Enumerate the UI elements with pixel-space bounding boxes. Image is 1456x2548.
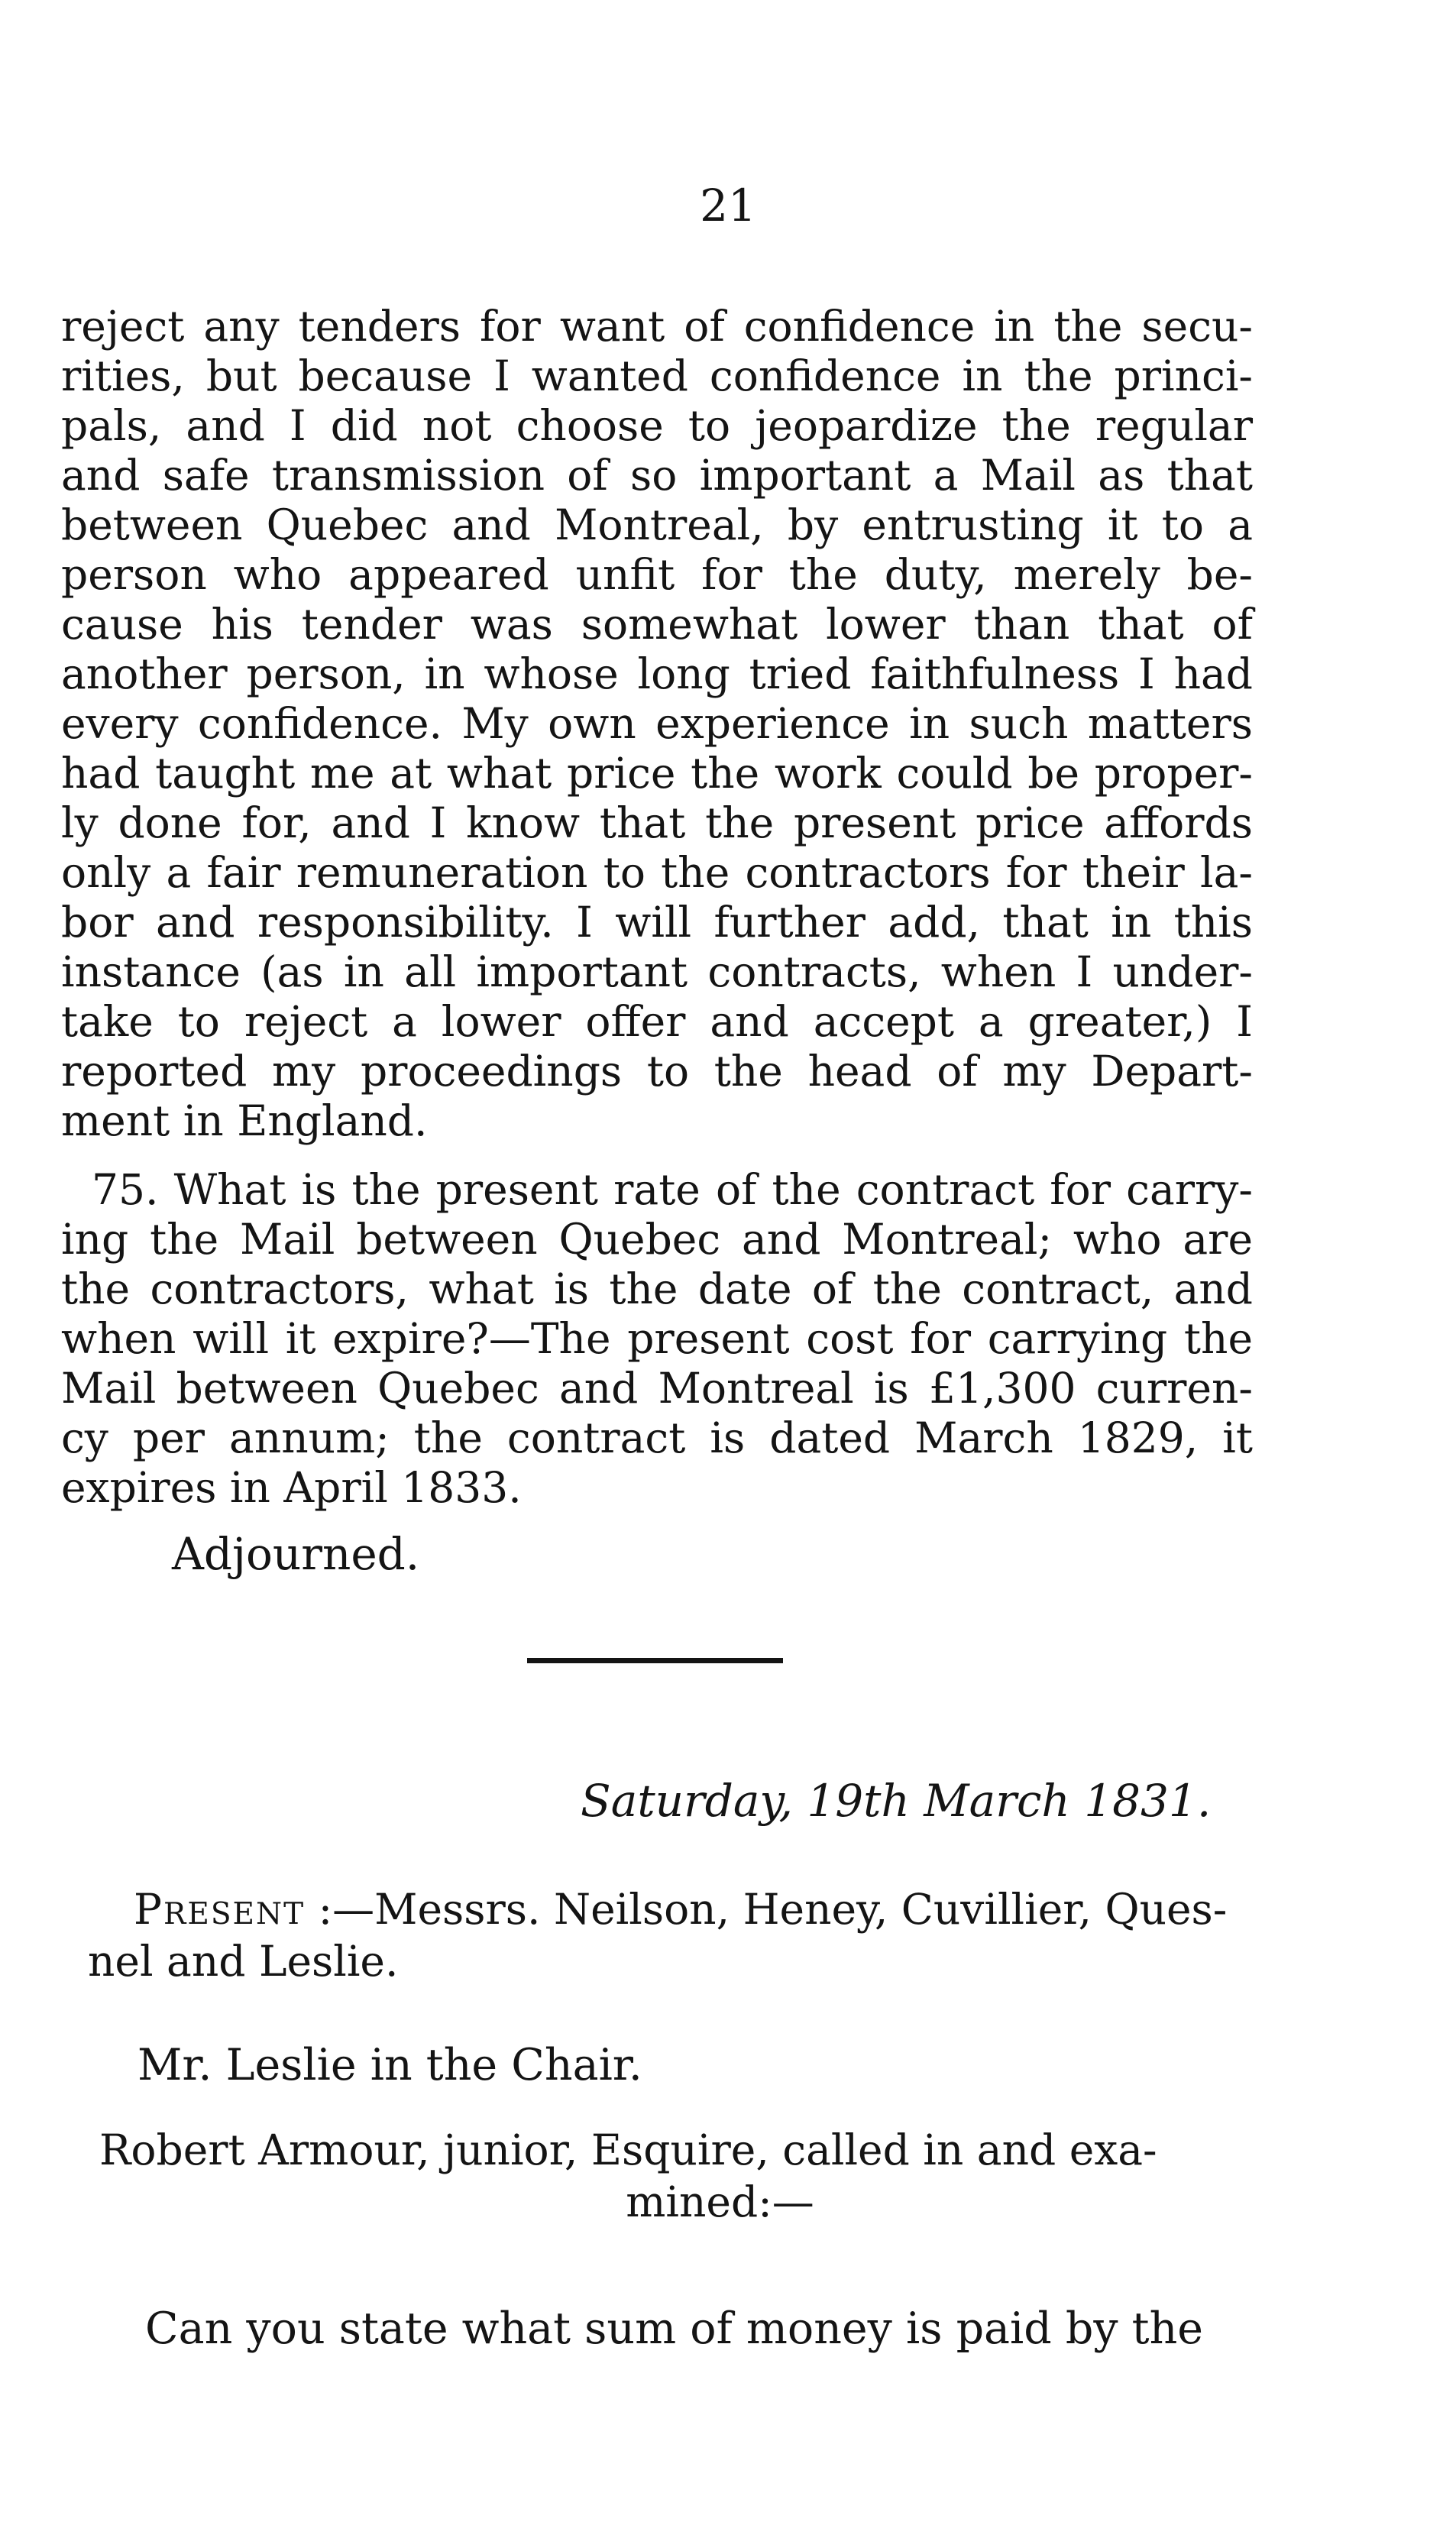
text-line: when will it expire?—The present cost for carrying the bbox=[61, 1314, 1253, 1363]
text-line: ing the Mail between Quebec and Montreal; who are bbox=[61, 1215, 1253, 1264]
text-line: rities, but because I wanted confidence in the princi- bbox=[61, 351, 1253, 400]
present-line bbox=[88, 1935, 1257, 1987]
text-line: reported my proceedings to the head of my Depart- bbox=[61, 1047, 1253, 1096]
text-line: pals, and I did not choose to jeopardize the regular bbox=[61, 401, 1253, 450]
witness-line: Robert Armour, junior, Esquire, called in and exa- bbox=[99, 2125, 1157, 2174]
present-members bbox=[88, 1883, 1257, 1987]
answer-74-continuation bbox=[61, 302, 1253, 1146]
text-line: person who appeared unfit for the duty, merely be- bbox=[61, 550, 1253, 599]
present-label: Present bbox=[134, 1885, 306, 1934]
present-line bbox=[88, 1883, 1257, 1935]
text-line: expires in April 1833. bbox=[61, 1463, 522, 1512]
text-line: Mail between Quebec and Montreal is £1,300 curren- bbox=[61, 1364, 1253, 1413]
text-line: ly done for, and I know that the present price affords bbox=[61, 798, 1253, 847]
text-line: take to reject a lower offer and accept a greater,) I bbox=[61, 997, 1253, 1046]
question-start: Can you state what sum of money is paid by the bbox=[145, 2304, 1204, 2354]
text-line: the contractors, what is the date of the contract, and bbox=[61, 1264, 1253, 1313]
section-separator bbox=[527, 1658, 783, 1663]
text-line: cy per annum; the contract is dated March 1829, it bbox=[61, 1413, 1253, 1462]
text-line: cause his tender was somewhat lower than that of bbox=[61, 600, 1253, 649]
text-line: 75. What is the present rate of the contract for carry- bbox=[92, 1165, 1253, 1214]
present-members-text: nel and Leslie. bbox=[88, 1937, 399, 1986]
text-line: between Quebec and Montreal, by entrusting it to a bbox=[61, 500, 1253, 549]
witness-called bbox=[99, 2124, 1249, 2228]
question-75 bbox=[61, 1165, 1253, 1513]
meeting-date-text: Saturday, 19th March 1831. bbox=[581, 1775, 1212, 1827]
text-line: instance (as in all important contracts, when I under- bbox=[61, 947, 1253, 996]
chair-line: Mr. Leslie in the Chair. bbox=[138, 2040, 642, 2090]
text-line: every confidence. My own experience in such matters bbox=[61, 699, 1253, 748]
text-line: only a fair remuneration to the contractors for their la- bbox=[61, 848, 1253, 897]
text-line: ment in England. bbox=[61, 1096, 428, 1145]
text-line: bor and responsibility. I will further add, that in this bbox=[61, 898, 1253, 947]
text-line: reject any tenders for want of confidence in the secu- bbox=[61, 302, 1253, 351]
meeting-date bbox=[581, 1775, 1212, 1827]
page-number: 21 bbox=[700, 180, 756, 231]
adjourned-note: Adjourned. bbox=[172, 1528, 420, 1580]
text-line: and safe transmission of so important a Mail as that bbox=[61, 451, 1253, 500]
witness-line: mined:— bbox=[626, 2177, 814, 2226]
text-line: had taught me at what price the work could be proper- bbox=[61, 749, 1253, 798]
present-members-text: :—Messrs. Neilson, Heney, Cuvillier, Ques- bbox=[318, 1885, 1228, 1934]
text-line: another person, in whose long tried faithfulness I had bbox=[61, 649, 1253, 698]
